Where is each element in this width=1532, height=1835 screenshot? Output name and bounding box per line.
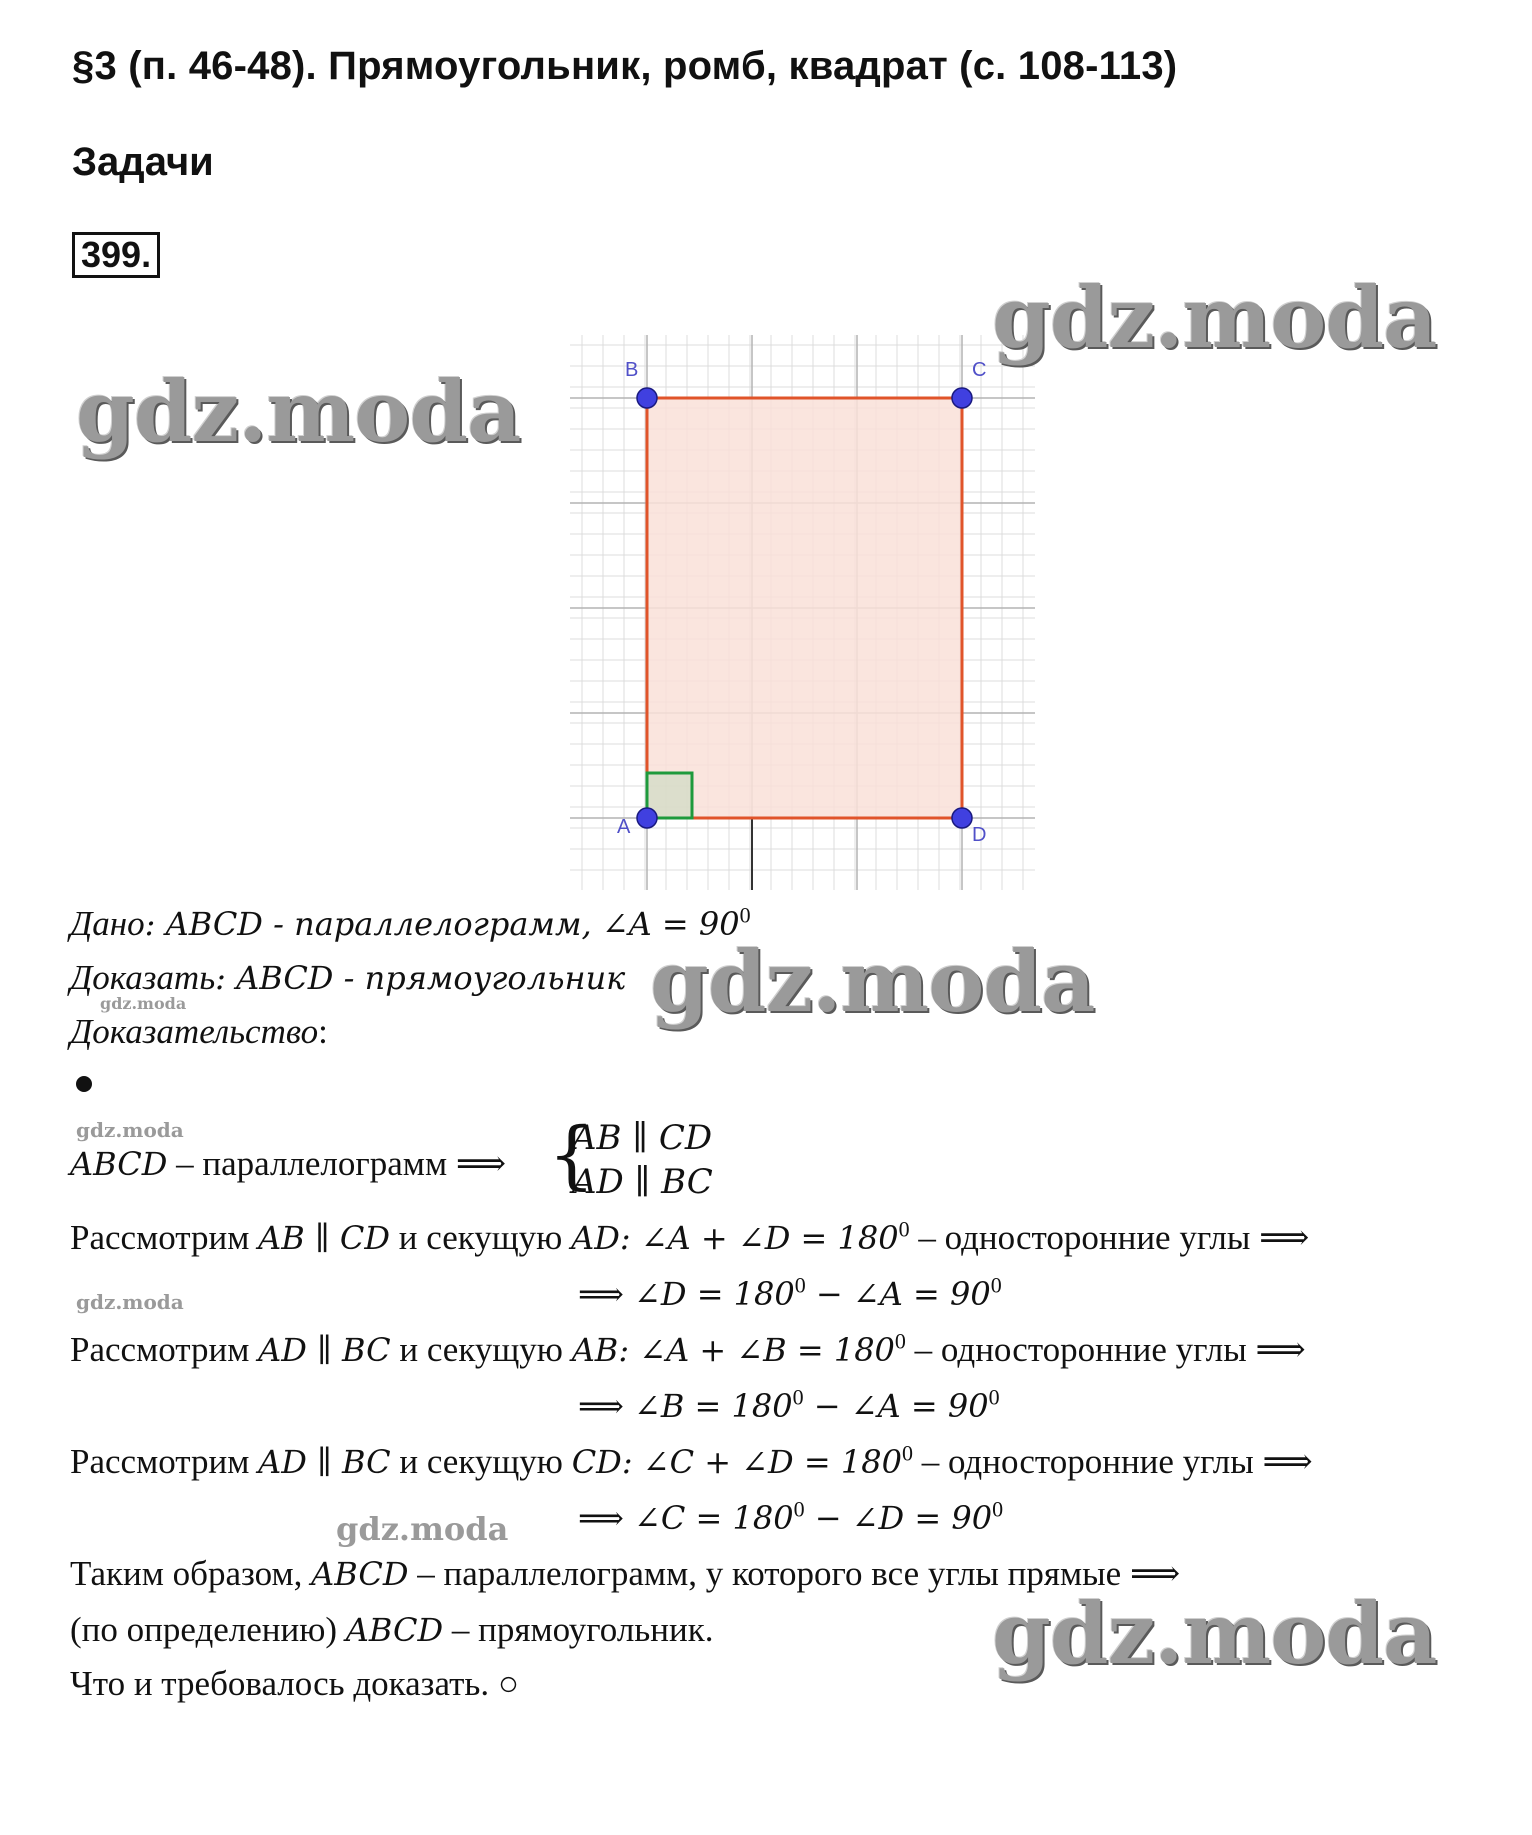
vertex-d xyxy=(952,808,972,828)
step1-result2: − ∠A = 90 xyxy=(805,1275,991,1313)
proof-label: Доказательство xyxy=(70,1012,319,1051)
label-b: B xyxy=(625,359,639,381)
step3-parallel: AD ∥ BC xyxy=(258,1443,391,1481)
step2-text-f: – односторонние углы ⟹ xyxy=(905,1330,1306,1369)
step1-degree: 0 xyxy=(898,1216,910,1242)
label-d: D xyxy=(972,824,987,846)
proof-step-2 xyxy=(70,1328,1306,1372)
rectangle-abcd xyxy=(647,398,962,818)
step3-result: ⟹ ∠C = 180 xyxy=(578,1499,794,1537)
step2-result2: − ∠A = 90 xyxy=(803,1387,989,1425)
step1-res-degree2: 0 xyxy=(990,1272,1002,1298)
proof-heading xyxy=(70,1010,328,1054)
watermark-8: gdz.moda xyxy=(336,1510,509,1548)
watermark-3: gdz.moda xyxy=(650,932,1095,1031)
step2-res-degree2: 0 xyxy=(988,1384,1000,1410)
step2-text-c: и секущую xyxy=(390,1330,572,1369)
page-title: §3 (п. 46-48). Прямоугольник, ромб, квадрат (с. 108-113) xyxy=(72,44,1178,88)
proof-parallelogram: – параллелограмм ⟹ xyxy=(167,1144,507,1183)
step3-degree: 0 xyxy=(901,1440,913,1466)
vertex-c xyxy=(952,388,972,408)
proof-step-1-result xyxy=(578,1272,1002,1316)
step3-equation: : ∠C + ∠D = 180 xyxy=(621,1443,902,1481)
step3-text-a: Рассмотрим xyxy=(70,1442,259,1481)
step3-text-c: и секущую xyxy=(390,1442,572,1481)
step2-res-degree: 0 xyxy=(792,1384,804,1410)
system-brace: { xyxy=(548,1112,596,1198)
proof-step-1 xyxy=(70,1216,1309,1260)
conclusion-line-2 xyxy=(70,1608,713,1652)
proof-step-2-result xyxy=(578,1384,1000,1428)
step2-degree: 0 xyxy=(894,1328,906,1354)
watermark-6: gdz.moda xyxy=(76,1118,184,1142)
concl2-text-c: – прямоугольник. xyxy=(443,1610,714,1649)
vertex-b xyxy=(637,388,657,408)
watermark-5: gdz.moda xyxy=(100,994,187,1013)
step2-equation: : ∠A + ∠B = 180 xyxy=(618,1331,895,1369)
proof-colon: : xyxy=(318,1012,328,1051)
given-label: Дано xyxy=(70,904,145,943)
system-bottom: AD ∥ BC xyxy=(572,1162,713,1202)
step3-res-degree: 0 xyxy=(793,1496,805,1522)
step3-secant: CD xyxy=(571,1443,622,1481)
concl1-abcd: ABCD xyxy=(311,1555,409,1593)
label-c: C xyxy=(972,359,987,381)
concl2-text-a: (по определению) xyxy=(70,1610,346,1649)
rectangle-figure xyxy=(570,335,1040,895)
concl1-text-a: Таким образом, xyxy=(70,1554,312,1593)
given-degree: 0 xyxy=(739,902,751,928)
problem-number: 399. xyxy=(72,232,160,278)
step1-result: ⟹ ∠D = 180 xyxy=(578,1275,795,1313)
given-line xyxy=(70,902,751,946)
watermark-4: gdz.moda xyxy=(992,1584,1437,1683)
label-a: A xyxy=(617,816,631,838)
step2-parallel: AD ∥ BC xyxy=(258,1331,391,1369)
step3-result2: − ∠D = 90 xyxy=(804,1499,993,1537)
step2-result: ⟹ ∠B = 180 xyxy=(578,1387,793,1425)
vertex-a xyxy=(637,808,657,828)
given-text: : ABCD - параллелограмм, ∠A = 90 xyxy=(144,905,740,943)
watermark-1: gdz.moda xyxy=(992,268,1437,367)
step1-parallel: AB ∥ CD xyxy=(258,1219,390,1257)
prove-text: : ABCD - прямоугольник xyxy=(215,959,626,997)
concl1-text-c: – параллелограмм, у которого все углы прямые ⟹ xyxy=(408,1554,1181,1593)
step1-res-degree: 0 xyxy=(794,1272,806,1298)
step1-equation: : ∠A + ∠D = 180 xyxy=(619,1219,899,1257)
qed-line: Что и требовалось доказать. ○ xyxy=(70,1664,520,1703)
step1-text-f: – односторонние углы ⟹ xyxy=(909,1218,1310,1257)
proof-line-1 xyxy=(70,1142,506,1186)
section-heading: Задачи xyxy=(72,140,214,184)
concl2-abcd: ABCD xyxy=(345,1611,444,1649)
watermark-7: gdz.moda xyxy=(76,1290,184,1314)
step2-text-a: Рассмотрим xyxy=(70,1330,259,1369)
bullet-point xyxy=(76,1076,92,1092)
proof-step-3-result xyxy=(578,1496,1003,1540)
step2-secant: AB xyxy=(571,1331,619,1369)
proof-abcd: ABCD xyxy=(70,1145,168,1183)
step1-secant: AD xyxy=(571,1219,620,1257)
prove-label: Доказать xyxy=(70,958,216,997)
step1-text-c: и секущую xyxy=(390,1218,572,1257)
step1-text-a: Рассмотрим xyxy=(70,1218,259,1257)
step3-text-f: – односторонние углы ⟹ xyxy=(912,1442,1313,1481)
proof-step-3 xyxy=(70,1440,1313,1484)
step3-res-degree2: 0 xyxy=(992,1496,1004,1522)
watermark-2: gdz.moda xyxy=(76,362,521,461)
system-top: AB ∥ CD xyxy=(572,1118,713,1158)
